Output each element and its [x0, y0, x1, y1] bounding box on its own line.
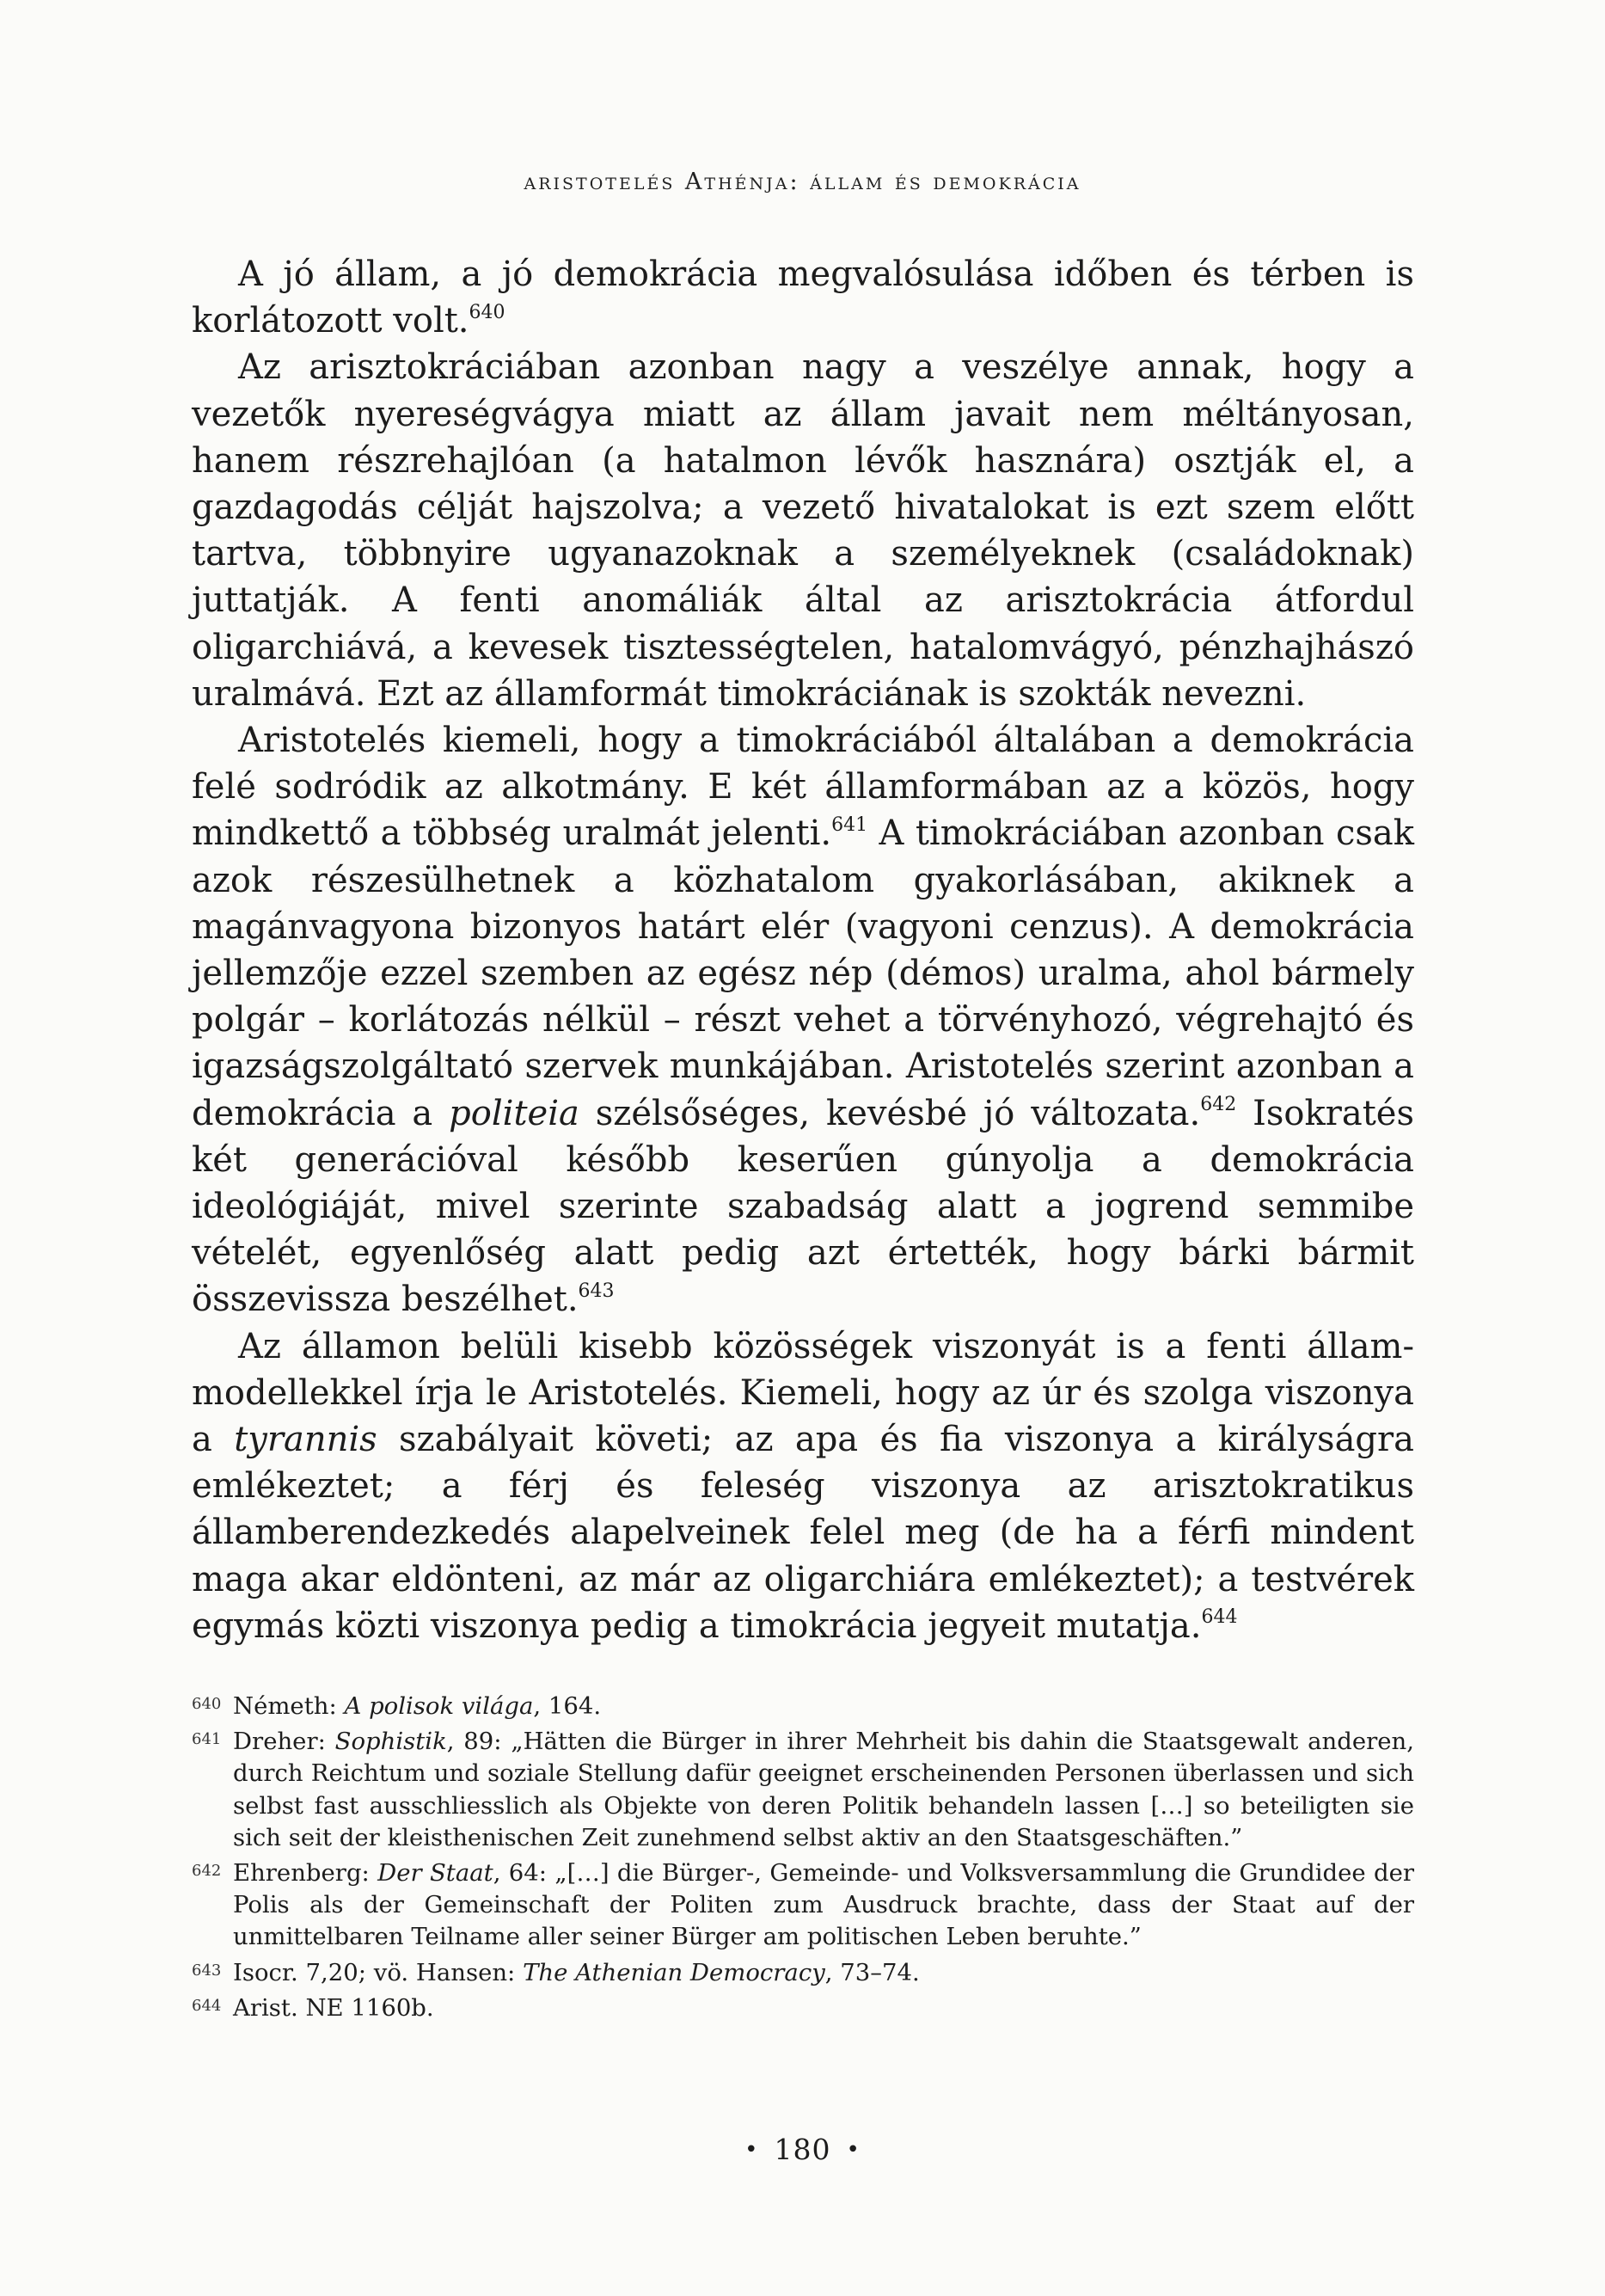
text-run: , 64: „[…] die Bürger-, Gemeinde- und Volksversammlung die Grundidee der Polis als der Gemeinschaft der Politen zum Ausdruck brachte, dass der Staat auf der unmittelbaren Teilname aller seiner Bürger am politischen Leben beruhte.” — [233, 1859, 1414, 1951]
text-run: , 73–74. — [824, 1958, 920, 1986]
italic-text: politeia — [449, 1093, 579, 1133]
text-run: Az államon belüli kisebb közösségek viszonyát is a fenti állam-modellekkel írja le Aristotelés. Kiemeli, hogy az úr és szolga viszonya a — [192, 1326, 1414, 1460]
footnote — [192, 1992, 1414, 2024]
text-run: szélsőséges, kevésbé jó változata. — [579, 1093, 1201, 1133]
text-run: Dreher: — [233, 1728, 335, 1756]
text-run: Aristotelés kiemeli, hogy a timokráciából általában a demokrácia felé sodródik az alkotmány. E két államformában az a közös, hogy mindkettő a többség uralmát jelenti. — [192, 721, 1414, 854]
italic-text: Sophistik — [334, 1728, 447, 1756]
text-run: Isocr. 7,20; vö. Hansen: — [233, 1958, 524, 1986]
folio-ornament-right: • — [846, 2137, 861, 2163]
italic-text: tyrannis — [234, 1420, 377, 1460]
running-head: aristotelés Athénja: állam és demokrácia — [524, 169, 1081, 195]
main-text — [192, 251, 1414, 1649]
italic-text: A polisok világa — [344, 1692, 534, 1720]
text-run: Ehrenberg: — [233, 1859, 378, 1888]
text-run: Németh: — [233, 1692, 345, 1720]
footnote-ref: 642 — [1200, 1094, 1237, 1116]
folio-ornament-left: • — [744, 2137, 759, 2163]
text-run: Isokratés két generációval később keserűen gúnyolja a demokrácia ideológiáját, mivel szerinte szabadság alatt a jogrend semmibe vételét, egyenlőség alatt pedig azt értették, hogy bárki bármit összevissza beszélhet. — [192, 1093, 1414, 1320]
footnote-ref: 640 — [469, 301, 505, 323]
text-run: A jó állam, a jó demokrácia megvalósulása időben és térben is korlátozott volt. — [192, 255, 1414, 341]
footnote-number: 640 — [192, 1695, 222, 1713]
text-run: A timokráciában azonban csak azok részesülhetnek a közhatalom gyakorlásában, akiknek a magánvagyona bizonyos határt elér (vagyoni cenzus). A demokrácia jellemzője ezzel szemben az egész nép (démos) uralma, ahol bármely polgár – korlátozás nélkül – részt vehet a törvényhozó, végrehajtó és igazságszolgáltató szervek munkájában. Aristotelés szerint azonban a demokrácia a — [192, 813, 1414, 1133]
footnote — [192, 1691, 1414, 1722]
text-run: szabályait követi; az apa és fia viszonya a királyságra emlékeztet; a férj és feleség viszonya az arisztokratikus államberendezkedés alapelveinek felel meg (de ha a férfi mindent maga akar eldönteni, az már az oligarchiára emlékeztet); a testvérek egymás közti viszonya pedig a timokrácia jegyeit mutatja. — [192, 1420, 1415, 1646]
footnote-ref: 643 — [578, 1280, 615, 1302]
paragraph — [192, 344, 1414, 717]
paragraph — [192, 1323, 1414, 1649]
page-number: 180 — [774, 2133, 831, 2166]
footnote-number: 642 — [192, 1862, 222, 1881]
footnotes — [192, 1691, 1414, 2028]
text-run: , 164. — [533, 1692, 602, 1720]
footnote-number: 644 — [192, 1996, 222, 2015]
page-number-footer — [0, 2133, 1605, 2166]
paragraph — [192, 251, 1414, 344]
footnote-number: 641 — [192, 1730, 222, 1749]
footnote-number: 643 — [192, 1961, 222, 1980]
footnote — [192, 1857, 1414, 1954]
footnote — [192, 1726, 1414, 1854]
paragraph — [192, 717, 1414, 1323]
text-run: Arist. NE 1160b. — [233, 1993, 434, 2022]
footnote — [192, 1957, 1414, 1989]
italic-text: The Athenian Democracy — [523, 1958, 825, 1986]
footnote-ref: 641 — [831, 813, 868, 836]
footnote-ref: 644 — [1201, 1606, 1238, 1629]
italic-text: Der Staat — [377, 1859, 493, 1888]
text-run: , 89: „Hätten die Bürger in ihrer Mehrheit bis dahin die Staatsgewalt anderen, durch Reichtum und soziale Stellung dafür geeignet erscheinenden Personen überlassen und sich selbst fast ausschliesslich als Objekte von deren Politik behandeln lassen […] so beteiligten sie sich seit der kleisthenischen Zeit zunehmend selbst aktiv an den Staatsgeschäften.” — [233, 1728, 1414, 1851]
text-run: Az arisztokráciában azonban nagy a veszélye annak, hogy a vezetők nyereségvágya miatt az állam javait nem méltányosan, hanem részrehajlóan (a hatalmon lévők hasznára) osztják el, a gazdagodás célját hajszolva; a vezető hivatalokat is ezt szem előtt tartva, többnyire ugyanazoknak a személyeknek (családoknak) juttatják. A fenti anomáliák által az arisztokrácia átfordul oligarchiává, a kevesek tisztességtelen, hatalomvágyó, pénzhajhászó uralmává. Ezt az államformát timokráciának is szokták nevezni. — [192, 347, 1414, 714]
